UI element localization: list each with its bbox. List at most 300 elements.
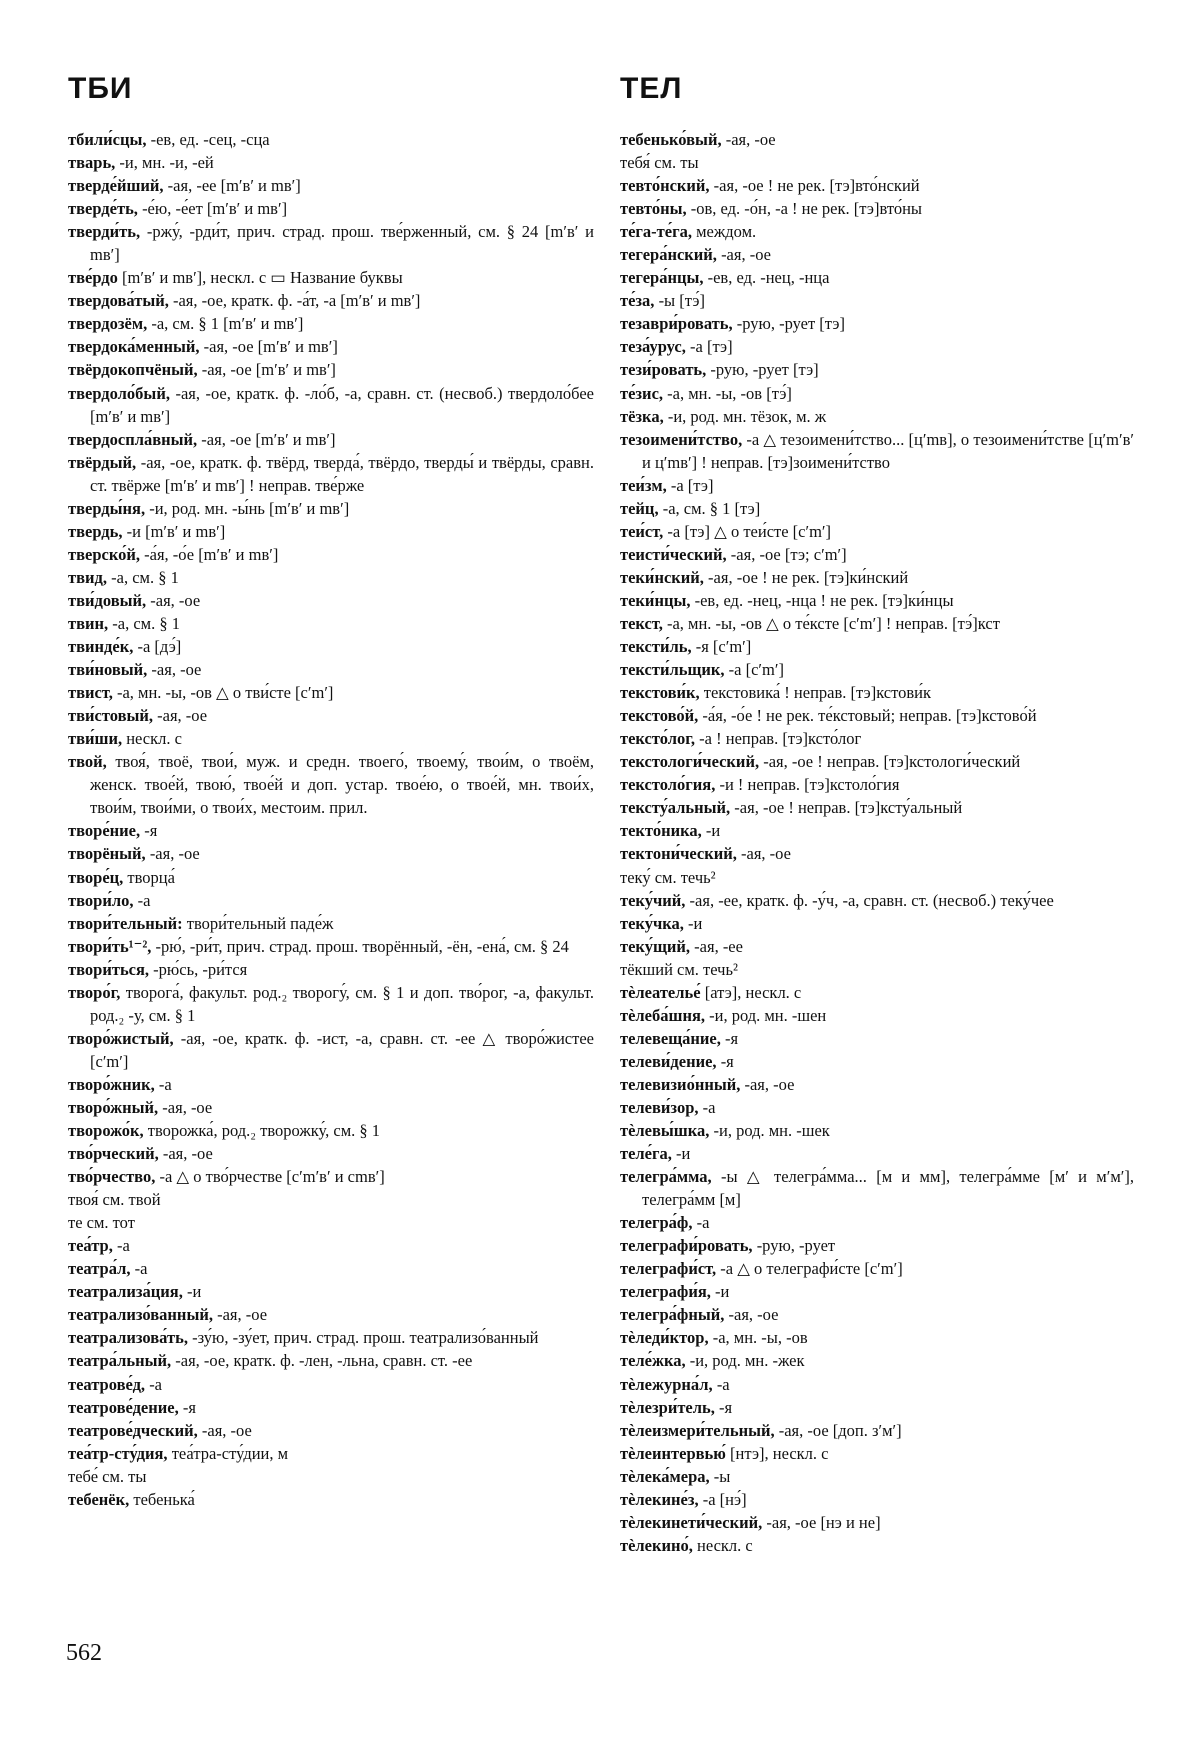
entry-text: -и [710,1282,730,1302]
headword: тевто́ны, [620,199,687,219]
entry-text: -рую, -рует [тэ] [732,314,845,334]
headword: тѐлеизмери́тельный, [620,1420,775,1440]
entry-text: -и, род. мн. -шек [709,1121,830,1141]
headword: теи́ст, [620,521,664,541]
headword: телеграфи́ровать, [620,1236,753,1256]
headword: твинде́к, [68,637,134,657]
entry-text: -и, мн. -и, -ей [115,153,214,173]
entry-text: -ы [709,1466,731,1486]
dictionary-entry [620,889,1134,912]
headword: тексто́лог, [620,729,696,749]
entry-text: -ая, -ое [mʹвʹ и mвʹ] [197,360,336,380]
dictionary-entry [620,520,1134,543]
dictionary-entry [620,405,1134,428]
entry-text: -ев, ед. -нец, -нца ! не рек. [тэ]ки́нцы [690,590,954,610]
entry-text: -ая, -ое [тэ; сʹmʹ] [726,544,847,564]
dictionary-entry [620,497,1134,520]
headword: твори́ть¹⁻², [68,936,152,956]
dictionary-entry [620,543,1134,566]
dictionary-entry [620,635,1134,658]
dictionary-entry [620,1165,1134,1211]
entry-text: твоя́ см. твой [68,1190,161,1210]
headword: твёрдый, [68,452,137,472]
entry-text: -и [671,1144,691,1164]
dictionary-entry [620,566,1134,589]
headword: те́га-те́га, [620,222,692,242]
dictionary-entry [68,220,594,266]
dictionary-entry [620,1096,1134,1119]
dictionary-entry [620,1488,1134,1511]
dictionary-entry [68,612,594,635]
dictionary-entry [620,1142,1134,1165]
headword: тверско́й, [68,544,141,564]
dictionary-entry [620,1073,1134,1096]
headword: тварь, [68,153,116,173]
entry-text: -ая, -ое [146,590,201,610]
dictionary-entry [620,1211,1134,1234]
entry-text: -ев, ед. -сец, -сца [146,130,270,149]
entry-text: -ая, -ое [147,660,202,680]
entry-text: -ая, -ое [mʹвʹ и mвʹ] [197,429,336,449]
entry-text: текстовика́ ! неправ. [тэ]кстови́к [699,683,932,703]
headword: твид, [68,567,107,587]
entry-text: -ая, -ое [724,1305,779,1325]
dictionary-entry [620,796,1134,819]
dictionary-entry [620,819,1134,842]
entry-text: тебя́ см. ты [620,153,699,173]
headword: тевто́нский, [620,176,710,196]
headword: твердока́менный, [68,337,200,357]
headword: творожо́к, [68,1121,144,1141]
entry-text: -а [112,1236,130,1256]
dictionary-entry [68,1349,594,1372]
entry-text: -рю́, -ри́т, прич. страд. прош. творённый, -ён, -ена́, см. § 24 [151,936,569,956]
dictionary-entry [68,681,594,704]
headword: телевеща́ние, [620,1028,721,1048]
headword: теа́тр, [68,1236,113,1256]
entry-text: -и ! неправ. [тэ]кстоло́гия [715,775,900,795]
entry-text: -ов, ед. -о́н, -а ! не рек. [тэ]вто́ны [686,199,922,219]
headword: тѐлеателье́ [620,982,701,1002]
entry-text: -ая, -ое [158,1097,213,1117]
entry-text: -а, см. § 1 [107,567,179,587]
entry-text: -ая, -ее, кратк. ф. -у́ч, -а, сравн. ст. (несвоб.) теку́чее [685,890,1054,910]
entry-text: -а [154,1074,172,1094]
entry-text: -а ! неправ. [тэ]ксто́лог [695,729,862,749]
dictionary-entry [68,842,594,865]
dictionary-entry [68,1488,594,1511]
headword: тѐледи́ктор, [620,1328,709,1348]
dictionary-entry [68,889,594,912]
headword: творо́жный, [68,1097,159,1117]
entry-text: [нтэ], нескл. с [725,1443,829,1463]
entry-text: -а [712,1374,730,1394]
headword: теа́тр-сту́дия, [68,1443,168,1463]
headword: тво́рчество, [68,1167,156,1187]
entry-text: -ржу́, -рди́т, прич. страд. прош. тве́рженный, см. § 24 [mʹвʹ и mвʹ] [90,222,594,265]
dictionary-entry [68,1073,594,1096]
entry-text: -ая, -ое, кратк. ф. -а́т, -а [mʹвʹ и mвʹ] [168,291,421,311]
headword: театрове́д, [68,1374,146,1394]
dictionary-entry [68,520,594,543]
entry-text: -ая, -ое [доп. зʹмʹ] [774,1420,902,1440]
dictionary-entry [68,1465,594,1488]
headword: твердова́тый, [68,291,169,311]
headword: театрове́дческий, [68,1420,198,1440]
headword: тезаври́ровать, [620,314,733,334]
headword: тебенёк, [68,1489,130,1509]
dictionary-entry [620,773,1134,796]
dictionary-entry [620,243,1134,266]
entry-text: -а [698,1097,716,1117]
headword: тексту́альный, [620,798,731,818]
entry-text: -и [683,913,703,933]
entry-text: -рую, -рует [тэ] [706,360,819,380]
headword: тексти́ль, [620,637,692,657]
entry-text: нескл. с [122,729,182,749]
entry-text: -я [720,1028,739,1048]
headword: тезоимени́тство, [620,429,743,449]
entry-text: -а, мн. -ы, -ов △ о тви́сте [сʹmʹ] [112,683,334,703]
entry-text: -ы △ телегра́мма... [м и мм], телегра́мме [мʹ и мʹмʹ], телегра́мм [м] [642,1167,1134,1210]
dictionary-entry [68,1165,594,1188]
dictionary-entry [620,289,1134,312]
entry-text: -а, мн. -ы, -ов △ о те́ксте [сʹmʹ] ! неправ. [тэ́]кст [662,613,1000,633]
dictionary-entry [68,1096,594,1119]
headword: теку́чий, [620,890,686,910]
entry-text: -а △ о тво́рчестве [сʹmʹвʹ и cmвʹ] [155,1167,385,1187]
dictionary-entry [68,727,594,750]
dictionary-entry [620,1280,1134,1303]
dictionary-entry [620,1004,1134,1027]
headword: тебенько́вый, [620,130,722,149]
headword: телевизио́нный, [620,1074,741,1094]
headword: тви́ши, [68,729,123,749]
dictionary-entry [620,935,1134,958]
dictionary-entry [620,658,1134,681]
dictionary-entry [620,1534,1134,1557]
entry-text: -я [сʹmʹ] [691,637,752,657]
headword: тверди́ть, [68,222,141,242]
dictionary-entry [68,1234,594,1257]
headword: творе́ц, [68,867,124,887]
entry-text: -и [mʹвʹ и mвʹ] [122,521,226,541]
headword: телегра́ф, [620,1213,693,1233]
headword: тви́новый, [68,660,148,680]
dictionary-entry [68,1119,594,1142]
headword: тёзка, [620,406,664,426]
dictionary-entry [68,658,594,681]
dictionary-entry [620,1349,1134,1372]
headword: теза́урус, [620,337,686,357]
dictionary-entry [620,128,1134,151]
dictionary-entry [68,750,594,819]
right-column [620,128,1134,1557]
dictionary-entry [620,358,1134,381]
headword: творо́жистый, [68,1028,174,1048]
headword: тѐлеба́шня, [620,1005,705,1025]
dictionary-entry [68,1373,594,1396]
dictionary-entry [68,1326,594,1349]
entry-text: -ая, -ое [145,844,200,864]
headword: теку́щий, [620,936,691,956]
headword: театрализова́ть, [68,1328,188,1348]
headword: театра́л, [68,1259,131,1279]
headword: тви́стовый, [68,706,153,726]
entry-text: -и [701,821,721,841]
dictionary-entry [620,1373,1134,1396]
entry-text: -а́я, -о́е [mʹвʹ и mвʹ] [140,544,279,564]
entry-text: [mʹвʹ и mвʹ], нескл. с ▭ Название буквы [117,268,403,288]
dictionary-entry [620,428,1134,474]
dictionary-entry [620,174,1134,197]
entry-text: -ая, -ое, кратк. ф. твёрд, тверда́, твёрдо, тверды́ и твёрды, сравн. ст. твёрже [mʹвʹ и mвʹ] ! неправ. тве́рже [90,452,594,495]
entry-text: -а, см. § 1 [108,613,180,633]
dictionary-entry [68,358,594,381]
entry-text: -а, см. § 1 [mʹвʹ и mвʹ] [147,314,304,334]
headword: тѐлежурна́л, [620,1374,713,1394]
headword: телегра́мма, [620,1167,712,1187]
entry-text: тебенька́ [129,1489,195,1509]
dictionary-entry [620,1511,1134,1534]
dictionary-entry [68,312,594,335]
headword: театрализо́ванный, [68,1305,213,1325]
headword: тбили́сцы, [68,130,147,149]
entry-text: -ая, -ое [197,1420,252,1440]
entry-text: междом. [691,222,757,242]
entry-text: творога́, факульт. род.₂ творогу́, см. § 1 и доп. тво́рог, -а, факульт. род.₂ -у, см. § 1 [90,982,594,1025]
headword: театра́льный, [68,1351,172,1371]
dictionary-entry [68,151,594,174]
headword: твори́тельный: [68,913,183,933]
dictionary-entry [68,1419,594,1442]
dictionary-entry [620,266,1134,289]
dictionary-entry [620,981,1134,1004]
dictionary-entry [620,750,1134,773]
headword: текстово́й, [620,706,699,726]
entry-text: -ая, -ое ! неправ. [тэ]ксту́альный [730,798,963,818]
dictionary-entry [68,1280,594,1303]
entry-text: тебе́ см. ты [68,1466,147,1486]
entry-text: -ая, -ое [212,1305,268,1325]
headword: теле́га, [620,1144,672,1164]
dictionary-entry [620,1465,1134,1488]
dictionary-entry [68,1027,594,1073]
entry-text: -ая, -ое ! неправ. [тэ]кстологи́ческий [759,752,1021,772]
dictionary-entry [620,1326,1134,1349]
headword: те́за, [620,291,655,311]
dictionary-entry [68,1211,594,1234]
headword: тейц, [620,498,659,518]
headword: тверде́йший, [68,176,164,196]
dictionary-entry [68,174,594,197]
headword: теки́нский, [620,567,704,587]
headword: текстологи́ческий, [620,752,760,772]
headword: тво́рческий, [68,1144,159,1164]
entry-text: -ая, -ое [721,130,776,149]
entry-text: -я [140,821,158,841]
entry-text: -е́ю, -е́ет [mʹвʹ и mвʹ] [137,199,288,219]
dictionary-entry [68,566,594,589]
entry-text: -и, род. мн. -жек [685,1351,805,1371]
headword: тегера́нцы, [620,268,704,288]
dictionary-entry [620,612,1134,635]
headword: твист, [68,683,113,703]
entry-text: -ая, -ое [716,245,771,265]
entry-text: -а △ о телеграфи́сте [сʹmʹ] [716,1259,903,1279]
headword: тегера́нский, [620,245,717,265]
entry-text: -ы [тэ́] [654,291,705,311]
dictionary-entry [620,1027,1134,1050]
dictionary-entry [620,335,1134,358]
dictionary-entry [620,912,1134,935]
entry-text: -ая, -ое ! не рек. [тэ]ки́нский [703,567,909,587]
dictionary-entry [68,1188,594,1211]
dictionary-entry [68,981,594,1027]
left-column [68,128,594,1511]
dictionary-entry [68,1257,594,1280]
headword: теи́зм, [620,475,667,495]
dictionary-entry [620,681,1134,704]
dictionary-entry [68,266,594,289]
entry-text: -и, род. мн. -шен [705,1005,827,1025]
headword: твердоло́бый, [68,383,170,403]
entry-text: -я [714,1397,733,1417]
dictionary-entry [68,382,594,428]
headword: текто́ника, [620,821,702,841]
headword: творо́жник, [68,1074,155,1094]
entry-text: -ая, -ое [153,706,208,726]
entry-text: -а [133,890,151,910]
entry-text: -и [182,1282,202,1302]
entry-text: -а, мн. -ы, -ов [708,1328,808,1348]
dictionary-entry [68,935,594,958]
dictionary-entry [620,1419,1134,1442]
dictionary-entry [68,451,594,497]
headword: тверде́ть, [68,199,138,219]
headword: тѐлезри́тель, [620,1397,715,1417]
headword: тви́довый, [68,590,147,610]
headword: тѐлеинтервью́ [620,1443,726,1463]
dictionary-entry [68,1303,594,1326]
headword: тѐлекине́з, [620,1489,699,1509]
dictionary-entry [68,543,594,566]
headword: теисти́ческий, [620,544,727,564]
headword: тѐлекино́, [620,1535,693,1555]
headword: твердозём, [68,314,148,334]
entry-text: -и, род. мн. тёзок, м. ж [663,406,827,426]
dictionary-entry [68,197,594,220]
entry-text: -ая, -ое [740,1074,795,1094]
entry-text: творожка́, род.₂ творожку́, см. § 1 [143,1121,381,1141]
dictionary-entry [620,1396,1134,1419]
entry-text: -ев, ед. -нец, -нца [703,268,830,288]
dictionary-entry [620,1119,1134,1142]
dictionary-entry [68,1396,594,1419]
headword: телеграфи́ст, [620,1259,717,1279]
dictionary-entry [68,128,594,151]
entry-text: -ая, -ое ! не рек. [тэ]вто́нский [709,176,920,196]
entry-text: -зу́ю, -зу́ет, прич. страд. прош. театрализо́ванный [187,1328,539,1348]
entry-text: -а́я, -о́е ! не рек. те́кстовый; неправ. [тэ]кстово́й [698,706,1037,726]
headword: твердь, [68,521,123,541]
entry-text: те см. тот [68,1213,135,1233]
entry-text: [атэ], нескл. с [700,982,802,1002]
left-running-head: ТБИ [68,72,133,105]
entry-text: -а [нэ́] [698,1489,747,1509]
entry-text: нескл. с [692,1535,753,1555]
dictionary-entry [68,335,594,358]
dictionary-entry [68,635,594,658]
headword: твори́ло, [68,890,134,910]
entry-text: теку́ см. течь² [620,867,716,887]
dictionary-entry [68,958,594,981]
entry-text: -ая, -ое, кратк. ф. -ист, -а, сравн. ст. -ее △ творо́жистее [сʹmʹ] [90,1028,594,1071]
headword: тези́ровать, [620,360,707,380]
entry-text: -рю́сь, -ри́тся [149,959,248,979]
headword: текстови́к, [620,683,700,703]
entry-text: -ая, -ое, кратк. ф. -лен, -льна, сравн. ст. -ее [171,1351,473,1371]
entry-text: -ая, -ее [690,936,743,956]
page-number: 562 [66,1640,102,1666]
entry-text: -ая, -ое [158,1144,213,1164]
headword: текст, [620,613,663,633]
dictionary-entry [68,289,594,312]
dictionary-entry [620,1303,1134,1326]
headword: творёный, [68,844,146,864]
headword: театрализа́ция, [68,1282,183,1302]
dictionary-entry [620,1234,1134,1257]
entry-text: твоя́, твоё, твои́, муж. и средн. твоего́, твоему́, твои́м, о твоём, женск. твое́й, твою́, твое́й и доп. устар. твое́ю, о твое́й, мн. твои́х, твои́м, твои́ми, о твои́х, местоим. прил. [90,752,594,818]
entry-text: тёкший см. течь² [620,959,738,979]
entry-text: -ая, -ое [736,844,791,864]
headword: твердоспла́вный, [68,429,198,449]
dictionary-entry [620,220,1134,243]
headword: театрове́дение, [68,1397,179,1417]
dictionary-entry [620,589,1134,612]
entry-text: -ая, -ое [mʹвʹ и mвʹ] [199,337,338,357]
dictionary-entry [620,382,1134,405]
entry-text: -я [178,1397,196,1417]
headword: теку́чка, [620,913,684,933]
dictionary-entry [620,1050,1134,1073]
headword: твин, [68,613,109,633]
dictionary-entry [620,1257,1134,1280]
dictionary-entry [68,589,594,612]
dictionary-entry [68,428,594,451]
headword: твёрдокопчёный, [68,360,198,380]
dictionary-entry [68,1142,594,1165]
dictionary-entry [620,866,1134,889]
dictionary-entry [68,912,594,935]
headword: творо́г, [68,982,121,1002]
entry-text: -а [сʹmʹ] [724,660,784,680]
entry-text: твори́тельный паде́ж [182,913,334,933]
entry-text: теа́тра-сту́дии, м [167,1443,289,1463]
dictionary-entry [620,151,1134,174]
dictionary-entry [620,958,1134,981]
headword: тѐлевы́шка, [620,1121,710,1141]
entry-text: -а [692,1213,710,1233]
dictionary-entry [620,312,1134,335]
entry-text: -а [130,1259,148,1279]
headword: творе́ние, [68,821,141,841]
dictionary-entry [620,474,1134,497]
dictionary-entry [620,842,1134,865]
entry-text: -а, мн. -ы, -ов [тэ́] [663,383,792,403]
dictionary-entry [68,819,594,842]
entry-text: -а [дэ́] [133,637,182,657]
